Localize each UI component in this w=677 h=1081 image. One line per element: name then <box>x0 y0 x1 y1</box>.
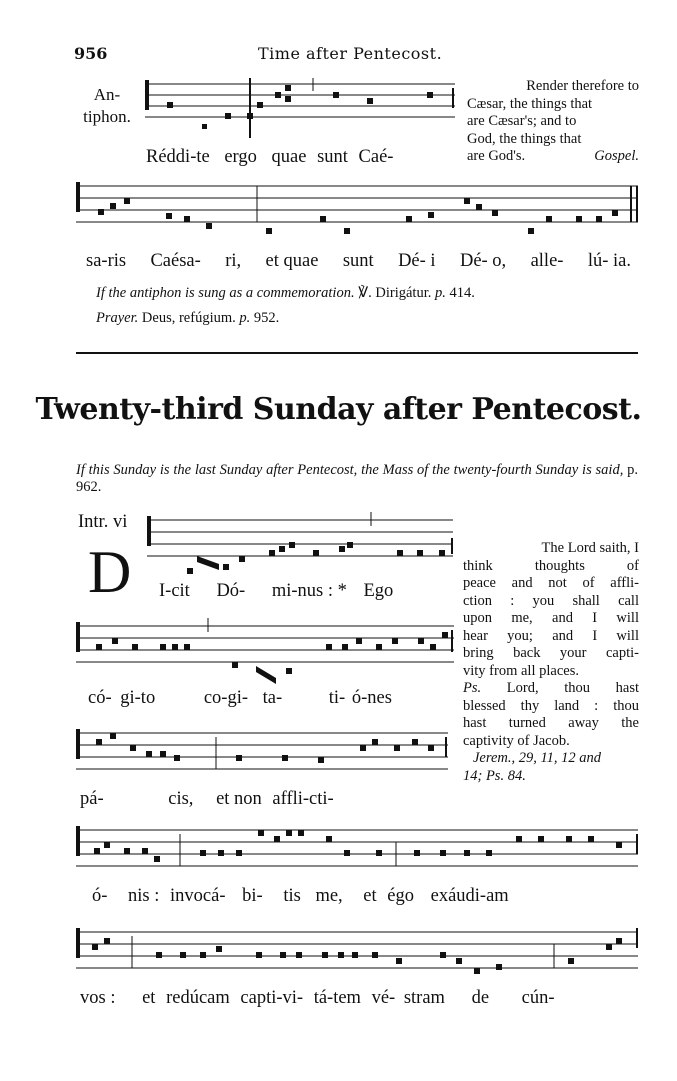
introit-staff-3 <box>76 725 452 785</box>
syllable: có- <box>88 688 112 708</box>
rubric-text: Dirigátur. <box>375 285 432 301</box>
syllable: vos : <box>80 988 116 1008</box>
section-divider <box>76 352 638 354</box>
syllable: et <box>142 988 156 1008</box>
prayer-label: Prayer. <box>96 310 139 326</box>
rubric-italic: If the antiphon is sung as a commemoration. <box>96 285 355 301</box>
syllable: vé- <box>371 988 396 1008</box>
syllable: bi- <box>242 886 263 906</box>
syllable: lú- ia. <box>587 251 631 271</box>
syllable: ta- <box>262 688 283 708</box>
page-ref-p: p. <box>434 285 446 301</box>
prayer-rubric <box>96 310 279 327</box>
syllable: ergo <box>224 147 257 167</box>
syllable: co-gi- <box>203 688 249 708</box>
translation-line: Cæsar, the things that <box>467 95 593 112</box>
section-note <box>76 462 638 496</box>
antiphon-label-line2: tiphon. <box>83 107 131 126</box>
syllable: Ego <box>363 581 394 601</box>
scripture-reference: 14; Ps. 84. <box>463 767 526 784</box>
syllable: nis : <box>128 886 160 906</box>
scripture-reference: Jerem., 29, 11, 12 and <box>473 750 602 766</box>
translation-line: bring back your capti- <box>463 645 639 661</box>
page-number: 956 <box>74 44 108 63</box>
syllable: pá- <box>80 789 104 809</box>
introit-staff-4 <box>76 822 640 884</box>
translation-line: think thoughts of <box>463 557 639 574</box>
syllable: tá-tem <box>313 988 361 1008</box>
antiphon-label <box>76 84 138 128</box>
translation-line: ction : you shall call <box>463 592 639 609</box>
section-title: Twenty-third Sunday after Pentecost. <box>35 392 642 427</box>
commemoration-rubric <box>96 285 475 302</box>
page-ref-p: p. <box>239 310 251 326</box>
syllable: sunt <box>317 147 348 167</box>
antiphon-label-line1: An- <box>93 85 121 104</box>
syllable: Dé- i <box>398 251 436 271</box>
page-ref: 414. <box>449 285 475 301</box>
translation-line: are God's. <box>467 148 526 164</box>
syllable: Dó- <box>216 581 246 601</box>
syllable: égo <box>387 886 414 906</box>
page-ref: 952. <box>253 310 280 326</box>
psalm-line: blessed thy land : thou <box>463 697 639 714</box>
syllable: Réddi-te <box>146 147 210 167</box>
syllable: ó- <box>92 886 108 906</box>
psalm-line: hast turned away the <box>463 715 639 731</box>
syllable: Caésa- <box>150 251 201 271</box>
translation-line: vity from all places. <box>463 662 579 679</box>
antiphon-lyrics-2 <box>86 251 631 272</box>
introit-staff-1 <box>147 512 457 576</box>
antiphon-staff-1 <box>145 78 457 134</box>
initial-letter: D <box>88 539 132 605</box>
psalm-label: Ps. <box>463 680 482 696</box>
syllable: alle- <box>530 251 564 271</box>
syllable: Caé- <box>358 147 394 167</box>
syllable: et <box>363 886 377 906</box>
introit-lyrics-1 <box>159 581 393 602</box>
syllable: me, <box>315 886 343 906</box>
prayer-text: Deus, refúgium. <box>141 310 236 326</box>
translation-line: The Lord saith, I <box>541 540 639 556</box>
note-ref: p. 962. <box>76 462 639 495</box>
syllable: cis, <box>168 789 194 809</box>
syllable: tis <box>283 886 301 906</box>
syllable: capti-vi- <box>240 988 304 1008</box>
translation-line: Render therefore to <box>526 78 639 94</box>
syllable: ó-nes <box>351 688 392 708</box>
syllable: quae <box>271 147 307 167</box>
translation-line: peace and not of affli- <box>463 575 639 591</box>
syllable: invocá- <box>170 886 226 906</box>
note-text: If this Sunday is the last Sunday after Pentecost, the Mass of the twenty-fourth Sunday is said, <box>76 462 624 478</box>
translation-line: God, the things that <box>467 130 582 147</box>
introit-lyrics-2 <box>88 688 392 709</box>
syllable: cún- <box>521 988 555 1008</box>
introit-translation <box>463 540 639 785</box>
syllable: affli-cti- <box>272 789 334 809</box>
syllable: ri, <box>225 251 242 271</box>
psalm-line: captivity of Jacob. <box>463 732 570 749</box>
syllable: et non <box>216 789 262 809</box>
introit-lyrics-4 <box>92 886 509 907</box>
running-title: Time after Pentecost. <box>258 44 443 63</box>
syllable: et quae <box>265 251 319 271</box>
syllable: sunt <box>342 251 374 271</box>
translation-source: Gospel. <box>594 148 639 164</box>
introit-lyrics-3 <box>80 789 334 810</box>
introit-staff-2 <box>76 618 458 682</box>
psalm-line: Lord, thou hast <box>506 680 639 696</box>
syllable: de <box>471 988 490 1008</box>
translation-line: upon me, and I will <box>463 610 639 626</box>
syllable: Dé- o, <box>459 251 507 271</box>
syllable: mi-nus : * <box>271 581 347 601</box>
syllable: exáudi-am <box>430 886 509 906</box>
introit-lyrics-5 <box>80 988 555 1009</box>
antiphon-staff-2 <box>76 176 640 246</box>
antiphon-translation <box>467 78 639 166</box>
introit-label: Intr. vi <box>78 512 128 532</box>
antiphon-lyrics-1 <box>146 147 393 168</box>
translation-line: are Cæsar's; and to <box>467 113 577 129</box>
syllable: ti- <box>328 688 346 708</box>
introit-staff-5 <box>76 924 640 988</box>
syllable: gi-to <box>120 688 156 708</box>
syllable: redúcam <box>166 988 230 1008</box>
syllable: stram <box>403 988 445 1008</box>
translation-line: hear you; and I will <box>463 627 639 644</box>
versicle-sign: ℣. <box>358 285 372 301</box>
syllable: sa-ris <box>86 251 127 271</box>
syllable: I-cit <box>159 581 190 601</box>
